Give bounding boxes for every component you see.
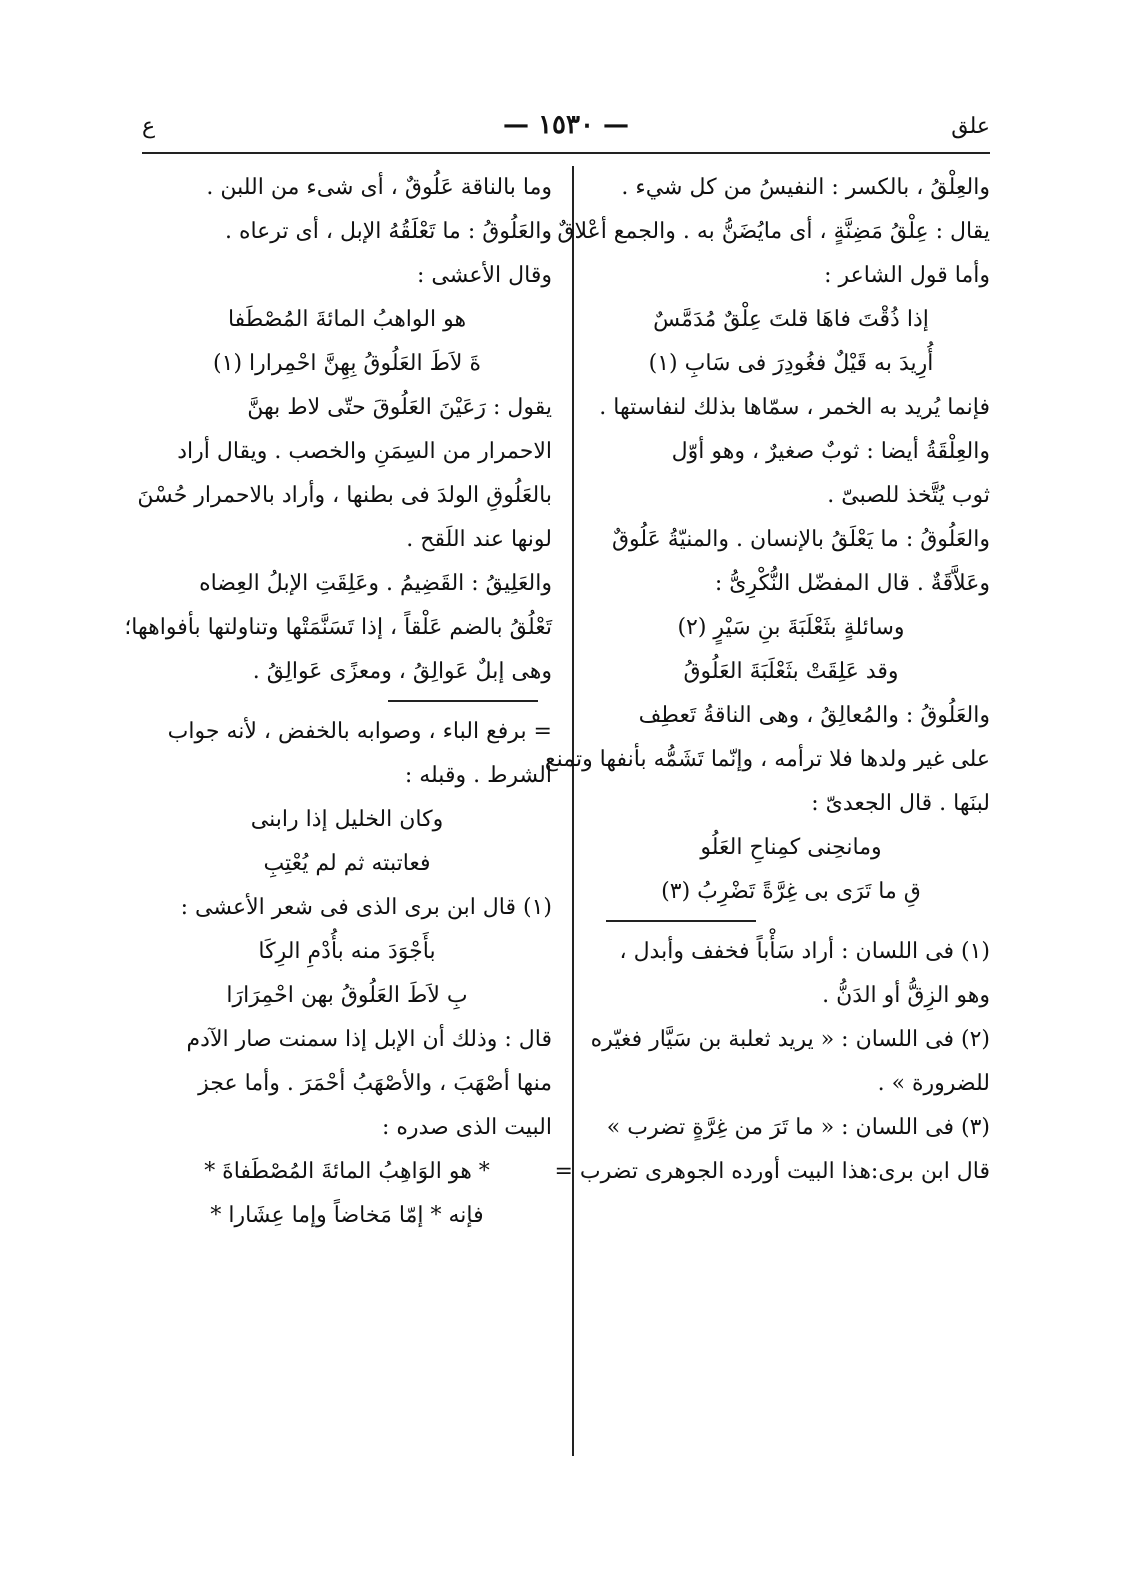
footnote-line: الشرط . وقبله : bbox=[404, 763, 552, 788]
text-line: والعَلُوقُ : ما تَعْلَقُهُ الإبل ، أى ترعاه . bbox=[224, 219, 552, 244]
footnote-line: البيت الذى صدره : bbox=[381, 1115, 552, 1140]
verse-line: ومانحِنى كمِناحِ العَلُو bbox=[700, 835, 882, 860]
text-line: والعَلُوقُ : والمُعالِقُ ، وهى الناقةُ تَعطِف bbox=[638, 703, 990, 728]
left-column bbox=[124, 166, 552, 1238]
footnote-rule bbox=[142, 694, 552, 710]
text-line: والعِلْقُ ، بالكسر : النفيسُ من كل شيء . bbox=[621, 175, 990, 200]
verse-line: قِ ما تَرَى بى غِرَّةً تَضْرِبُ (٣) bbox=[661, 879, 921, 904]
verse-line: وكان الخليل إذا رابنى bbox=[250, 807, 444, 832]
text-line: والعَلِيقُ : القَضِيمُ . وعَلِقَتِ الإبلُ العِضاه bbox=[199, 571, 552, 596]
text-line: بالعَلُوقِ الولدَ فى بطنها ، وأراد بالاحمرار حُسْنَ bbox=[137, 483, 552, 508]
text-line: وقال الأعشى : bbox=[417, 263, 552, 288]
footnote-line: (٢) فى اللسان : « يريد ثعلبة بن سَيَّار فغيّره bbox=[590, 1027, 990, 1052]
right-column bbox=[543, 166, 990, 1194]
page-header bbox=[142, 110, 990, 150]
page-number: — ١٥٣٠ — bbox=[503, 110, 629, 140]
verse-line: هو الواهبُ المائةَ المُصْطَفا bbox=[227, 307, 467, 332]
verse-line: فإنه * إمّا مَخاضاً وإما عِشَارا * bbox=[210, 1203, 484, 1228]
footnote-rule bbox=[592, 914, 990, 930]
verse-line: بِ لاَطَ العَلُوقُ بهن احْمِرَارَا bbox=[226, 983, 468, 1008]
text-line: وما بالناقة عَلُوقٌ ، أى شىء من اللبن . bbox=[206, 175, 552, 200]
text-line: يقال : عِلْقُ مَضِنَّةٍ ، أى مايُضَنُّ به . والجمع أعْلاقٌ . bbox=[543, 219, 990, 244]
verse-line: * هو الوَاهِبُ المائةَ المُصْطَفاةَ * bbox=[204, 1159, 490, 1184]
text-line: وأما قول الشاعر : bbox=[824, 263, 990, 288]
footnote-line: وهو الزِقُّ أو الدَنُّ . bbox=[822, 983, 990, 1008]
text-line: والعَلُوقُ : ما يَعْلَقُ بالإنسان . والمنيّةُ عَلُوقٌ bbox=[611, 527, 990, 552]
header-root-word: علق bbox=[951, 114, 990, 139]
text-line: فإنما يُريد به الخمر ، سمّاها بذلك لنفاستها . bbox=[599, 395, 990, 420]
footnote-line: قال : وذلك أن الإبل إذا سمنت صار الآدم bbox=[186, 1027, 552, 1052]
verse-line: إذا ذُقْتَ فاهَا قلتَ عِلْقٌ مُدَمَّسٌ bbox=[653, 307, 929, 332]
verse-line: فعاتبته ثم لم يُعْتِبِ bbox=[263, 851, 431, 876]
footnote-line: (١) فى اللسان : أراد سَأْباً فخفف وأبدل ، bbox=[619, 939, 990, 964]
text-line: والعِلْقَةُ أيضا : ثوبٌ صغيرٌ ، وهو أوّل bbox=[671, 439, 990, 464]
text-line: يقول : رَعَيْنَ العَلُوقَ حتّى لاط بهنَّ bbox=[247, 395, 552, 420]
verse-line: وسائلةٍ بثَعْلَبَةَ بنِ سَيْرٍ (٢) bbox=[677, 615, 905, 640]
footnote-line: منها أصْهَبَ ، والأصْهَبُ أحْمَرَ . وأما عجز bbox=[198, 1071, 552, 1096]
verse-line: بأَجْوَدَ منه بأُدْمِ الرِكَا bbox=[258, 939, 436, 964]
verse-line: وقد عَلِقَتْ بثَعْلَبَةَ العَلُوقُ bbox=[683, 659, 899, 684]
footnote-line: (١) قال ابن برى الذى فى شعر الأعشى : bbox=[180, 895, 552, 920]
text-line: لبنَها . قال الجعدىّ : bbox=[811, 791, 990, 816]
text-line: ثوب يُتَّخذ للصبىّ . bbox=[827, 483, 990, 508]
text-line: لونها عند اللَقح . bbox=[406, 527, 552, 552]
column-divider bbox=[572, 166, 574, 1456]
text-line: على غير ولدها فلا ترأمه ، وإنّما تَشَمُّه بأنفها وتمنع bbox=[544, 747, 990, 772]
footnote-line: = برفع الباء ، وصوابه بالخفض ، لأنه جواب bbox=[167, 719, 552, 744]
verse-line: أُرِيدَ به قَيْلٌ فغُودِرَ فى سَابِ (١) bbox=[648, 351, 934, 376]
text-line: تَعْلُقُ بالضم عَلْقاً ، إذا تَسَنَّمَتْها وتناولتها بأفواهها؛ bbox=[124, 615, 552, 640]
footnote-line: للضرورة » . bbox=[877, 1071, 990, 1096]
text-line: وعَلاَّقَةٌ . قال المفضّل النُّكْرِىُّ : bbox=[714, 571, 990, 596]
text-line: الاحمرار من السِمَنِ والخصب . ويقال أراد bbox=[177, 439, 552, 464]
footnote-line: (٣) فى اللسان : « ما تَرَ من غِرَّةٍ تضرب » bbox=[606, 1115, 990, 1140]
header-rule bbox=[142, 152, 990, 154]
verse-line: ةَ لاَطَ العَلُوقُ بِهِنَّ احْمِرارا (١) bbox=[213, 351, 481, 376]
header-page-root: ع bbox=[142, 114, 156, 139]
footnote-line: قال ابن برى:هذا البيت أورده الجوهرى تضرب = bbox=[554, 1159, 990, 1184]
text-line: وهى إبلٌ عَوالِقُ ، ومعزًى عَوالِقُ . bbox=[252, 659, 552, 684]
